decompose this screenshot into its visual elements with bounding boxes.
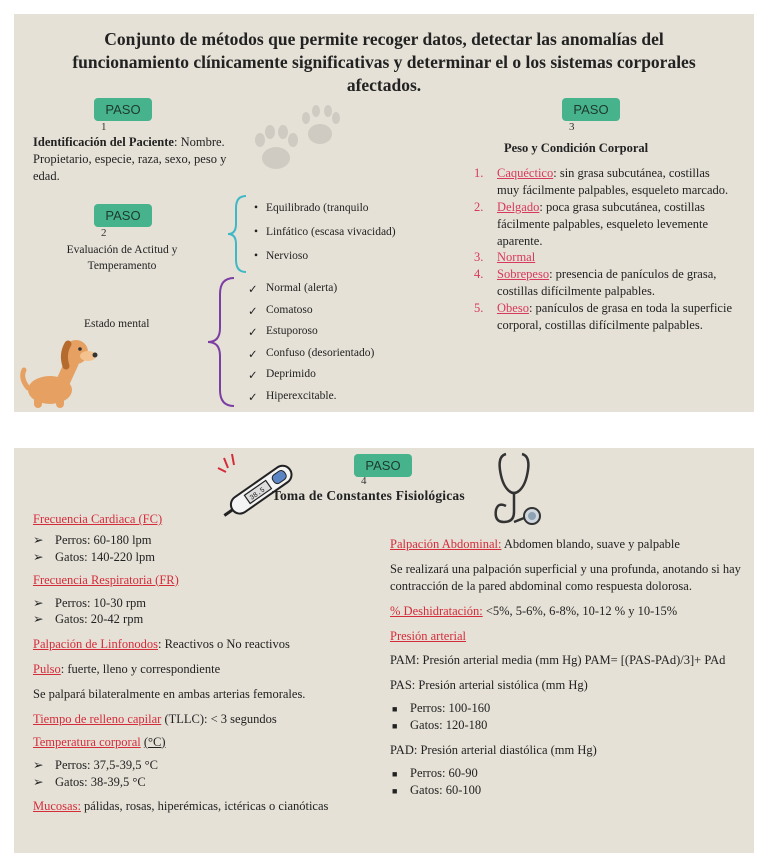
stethoscope-icon xyxy=(484,450,554,530)
mucosas-row: Mucosas: pálidas, rosas, hiperémicas, ictéricas o cianóticas xyxy=(33,799,329,814)
paso-1-badge: PASO xyxy=(94,98,152,121)
page-heading: Conjunto de métodos que permite recoger datos, detectar las anomalías del funcionamiento clínicamente significativas y determinar el o los sistemas corporales afectados. xyxy=(72,29,696,95)
dehydration-row: % Deshidratación: <5%, 5-6%, 6-8%, 10-12 % y 10-15% xyxy=(390,603,678,618)
paso-3-number: 3 xyxy=(569,121,575,133)
list-item: ■ Perros: 100-160 xyxy=(392,701,491,716)
paw-prints-icon xyxy=(236,100,356,180)
list-item: 5. Obeso: panículos de grasa en toda la superficie corporal, costillas difícilmente palpables. xyxy=(474,301,732,332)
pas-text: PAS: Presión arterial sistólica (mm Hg) xyxy=(390,678,588,693)
list-item: 4. Sobrepeso: presencia de panículos de grasa, costillas difícilmente palpables. xyxy=(474,267,717,299)
paso-4-title: Toma de Constantes Fisiológicas xyxy=(272,488,465,503)
mental-state-title: Estado mental xyxy=(84,318,150,330)
body-condition-list xyxy=(474,165,734,334)
paso-3-title: Peso y Condición Corporal xyxy=(504,141,649,155)
bottom-panel xyxy=(14,448,754,853)
list-item: ✓ Confuso (desorientado) xyxy=(248,346,375,361)
thermometer-display: 38.5 xyxy=(248,486,267,503)
temp-title-row: Temperatura corporal (°C) xyxy=(33,734,166,749)
list-item: ■ Gatos: 60-100 xyxy=(392,782,482,797)
brace-mental-icon xyxy=(204,276,240,408)
paso-2-title: Evaluación de Actitud y Temperamento xyxy=(66,244,178,273)
list-item: • Equilibrado (tranquilo xyxy=(254,202,369,214)
list-item: ➢ Perros: 10-30 rpm xyxy=(33,595,146,610)
linfonodos-row: Palpación de Linfonodos: Reactivos o No reactivos xyxy=(33,637,290,652)
list-item: • Linfático (escasa vivacidad) xyxy=(254,226,396,238)
vitals-left-column xyxy=(33,511,388,815)
paso-1-text: Nombre. Propietario, especie, raza, sexo, peso y edad. xyxy=(33,135,227,183)
paso-2-number: 2 xyxy=(101,227,107,239)
paso-3-badge: PASO xyxy=(562,98,620,121)
list-item: ■ Perros: 60-90 xyxy=(392,765,478,780)
list-item: ➢ Gatos: 20-42 rpm xyxy=(33,612,144,627)
list-item: ✓ Estuporoso xyxy=(248,325,318,339)
list-item: ■ Gatos: 120-180 xyxy=(392,718,488,732)
list-item: 1. Caquéctico: sin grasa subcutánea, costillas muy fácilmente palpables, esqueleto marcado. xyxy=(474,166,729,197)
brace-temperament-icon xyxy=(224,194,254,274)
tllc-row: Tiempo de relleno capilar (TLLC): < 3 segundos xyxy=(33,711,277,726)
list-item: ✓ Normal (alerta) xyxy=(248,282,338,296)
top-panel xyxy=(14,14,754,412)
pad-text: PAD: Presión arterial diastólica (mm Hg) xyxy=(390,742,597,757)
temperament-list xyxy=(254,202,434,274)
list-item: 3. Normal xyxy=(474,250,536,265)
list-item: ➢ Gatos: 140-220 lpm xyxy=(33,549,155,564)
mental-state-list xyxy=(248,282,448,411)
list-item: ➢ Perros: 37,5-39,5 °C xyxy=(33,757,158,772)
list-item: 2. Delgado: poca grasa subcutánea, costillas fácilmente palpables, esqueleto levemente aparente. xyxy=(474,199,709,248)
list-item: ✓ Hiperexcitable. xyxy=(248,389,337,404)
paso-4-badge: PASO xyxy=(354,454,412,477)
fr-title: Frecuencia Respiratoria (FR) xyxy=(33,572,179,587)
list-item: ✓ Deprimido xyxy=(248,368,316,382)
list-item: • Nervioso xyxy=(254,250,309,262)
fc-title: Frecuencia Cardiaca (FC) xyxy=(33,512,163,526)
dog-illustration xyxy=(18,332,98,412)
list-item: ➢ Gatos: 38-39,5 °C xyxy=(33,774,146,789)
paso-1-title: Identificación del Paciente xyxy=(33,135,174,149)
list-item: ✓ Comatoso xyxy=(248,303,313,318)
list-item: ➢ Perros: 60-180 lpm xyxy=(33,532,152,547)
abdominal-row: Palpación Abdominal: Abdomen blando, suave y palpable xyxy=(390,537,680,551)
abdominal-note: Se realizará una palpación superficial y una profunda, anotando si hay contracción de la pared abdominal como respuesta dolorosa. xyxy=(390,561,741,593)
paso-1-number: 1 xyxy=(101,121,107,133)
pulso-note: Se palpará bilateralmente en ambas arterias femorales. xyxy=(33,687,306,701)
paso-4-number: 4 xyxy=(361,475,367,487)
pam-text: PAM: Presión arterial media (mm Hg) PAM= [(PAS-PAd)/3]+ PAd xyxy=(390,653,726,668)
paso-1-content: Identificación del Paciente: Nombre. Propietario, especie, raza, sexo, peso y edad. xyxy=(33,135,227,183)
pulso-row: Pulso: fuerte, lleno y correspondiente xyxy=(33,662,221,677)
paso-2-badge: PASO xyxy=(94,204,152,227)
blood-pressure-title: Presión arterial xyxy=(390,628,467,643)
vitals-right-column xyxy=(390,536,750,799)
